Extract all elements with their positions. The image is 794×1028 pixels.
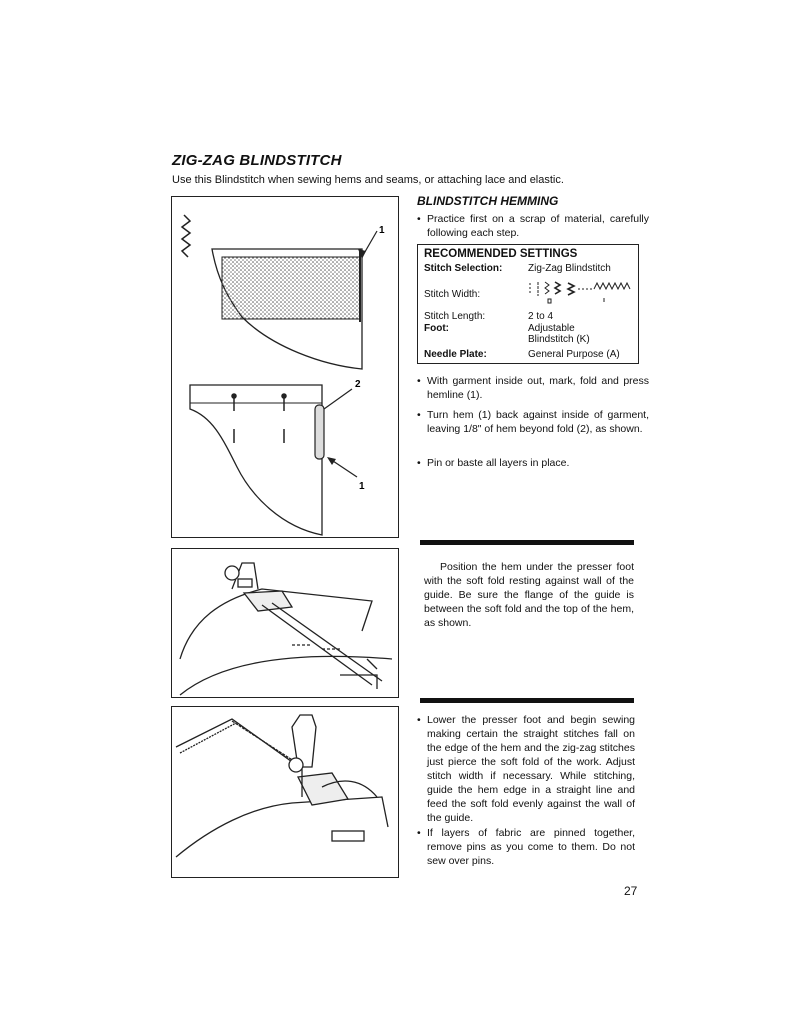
practice-bullet: • Practice first on a scrap of material, carefully following each step. — [417, 213, 649, 239]
sewing-bullet-1: • Lower the presser foot and begin sewing making certain the straight stitches fall on the edge of the hem and the zig-zag stitches just pierce the soft fold of the work. Adjust stitch width if necessary. While stitching, guide the hem edge in a straight line and feed the soft fold evenly against the wall of the guide. — [417, 714, 635, 824]
step-text-3: Pin or baste all layers in place. — [427, 457, 570, 469]
divider-bar-1 — [420, 540, 634, 545]
page-heading: ZIG-ZAG BLINDSTITCH — [172, 152, 342, 169]
step-bullet-2: • Turn hem (1) back against inside of garment, leaving 1/8" of hem beyond fold (2), as shown. — [417, 409, 649, 435]
setting-label-foot: Foot: — [424, 323, 449, 334]
presser-foot-drawing — [172, 549, 398, 697]
setting-value-foot: Adjustable Blindstitch (K) — [528, 323, 590, 345]
step-bullet-3: • Pin or baste all layers in place. — [417, 457, 570, 469]
callout-1-top: 1 — [379, 225, 385, 236]
stitch-width-icons — [528, 279, 638, 305]
step-bullet-1: • With garment inside out, mark, fold and press hemline (1). — [417, 375, 649, 401]
setting-value-needle-plate: General Purpose (A) — [528, 349, 620, 360]
callout-1-bottom: 1 — [359, 481, 365, 492]
callout-2: 2 — [355, 379, 361, 390]
hem-fold-drawing — [172, 197, 398, 537]
stitching-illustration — [171, 706, 399, 878]
setting-label-needle-plate: Needle Plate: — [424, 349, 487, 360]
setting-value-stitch-selection: Zig-Zag Blindstitch — [528, 263, 611, 274]
setting-label-stitch-length: Stitch Length: — [424, 311, 486, 322]
settings-header: RECOMMENDED SETTINGS — [424, 248, 578, 260]
setting-label-stitch-selection: Stitch Selection: — [424, 263, 503, 274]
recommended-settings-box — [417, 244, 639, 364]
divider-bar-2 — [420, 698, 634, 703]
page-number: 27 — [624, 884, 638, 898]
position-paragraph: Position the hem under the presser foot with the soft fold resting against wall of the guide. Be sure the flange of the guide is between the soft fold and the top of the hem, as shown. — [424, 561, 634, 629]
practice-text: Practice first on a scrap of material, carefully following each step. — [427, 213, 649, 239]
setting-value-stitch-length: 2 to 4 — [528, 311, 554, 322]
sewing-text-1: Lower the presser foot and begin sewing making certain the straight stitches fall on the edge of the hem and the zig-zag stitches just pierce the soft fold of the work. Adjust stitch width if necessary. While stitching, guide the hem edge in a straight line and feed the soft fold evenly against the wall of the guide. — [427, 714, 635, 824]
step-text-1: With garment inside out, mark, fold and press hemline (1). — [427, 375, 649, 401]
stitching-drawing — [172, 707, 398, 877]
setting-label-stitch-width: Stitch Width: — [424, 289, 481, 300]
intro-text: Use this Blindstitch when sewing hems and seams, or attaching lace and elastic. — [172, 174, 564, 186]
sewing-text-2: If layers of fabric are pinned together, remove pins as you come to them. Do not sew over pins. — [427, 827, 635, 867]
presser-foot-illustration — [171, 548, 399, 698]
hem-fold-illustration — [171, 196, 399, 538]
sewing-bullet-2: • If layers of fabric are pinned together, remove pins as you come to them. Do not sew over pins. — [417, 827, 635, 867]
step-text-2: Turn hem (1) back against inside of garment, leaving 1/8" of hem beyond fold (2), as shown. — [427, 409, 649, 435]
section-title: BLINDSTITCH HEMMING — [417, 194, 559, 208]
